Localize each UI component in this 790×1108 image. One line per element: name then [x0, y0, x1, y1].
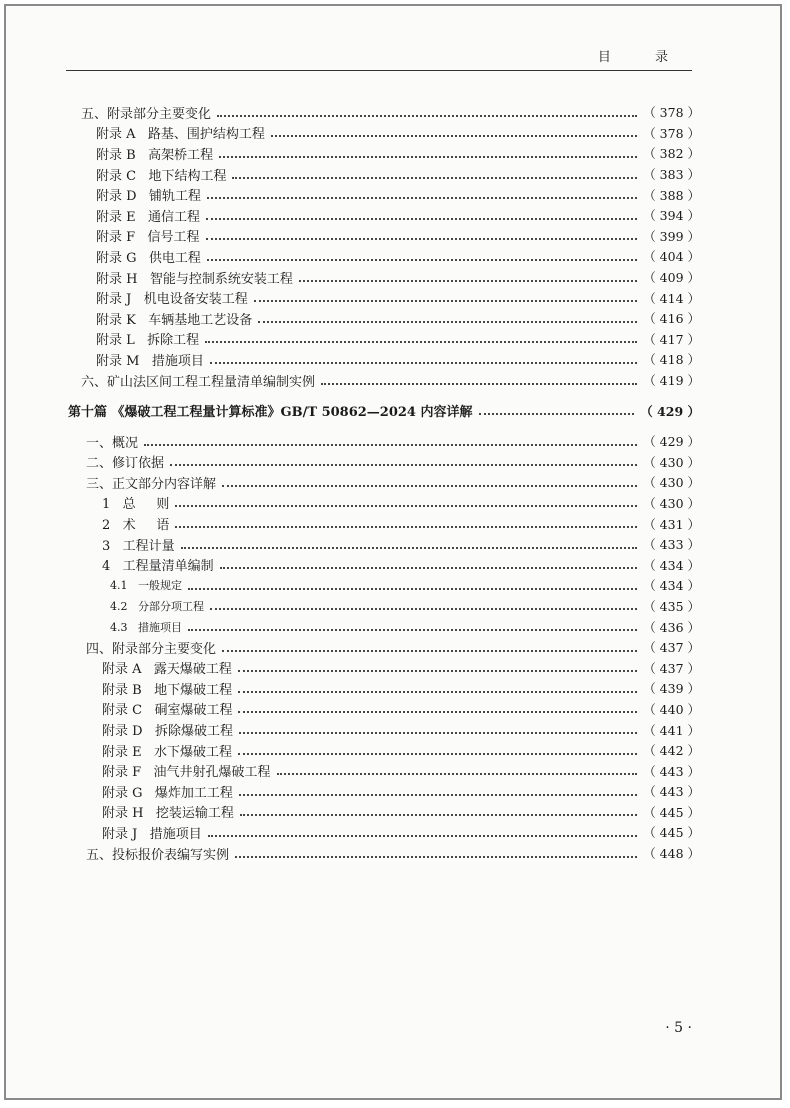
- dot-leader: [175, 525, 637, 528]
- dot-leader: [321, 382, 637, 385]
- document-page: [4, 4, 782, 1100]
- toc-entry: [6, 760, 784, 781]
- dot-leader: [299, 279, 637, 282]
- toc-label: 1 总 则: [102, 497, 170, 513]
- toc-label: 附录 L 拆除工程: [96, 333, 200, 349]
- toc-label: 附录 A 露天爆破工程: [102, 662, 232, 678]
- toc-entry: [6, 699, 784, 720]
- toc-page: （ 394 ）: [643, 208, 700, 224]
- toc-page: （ 430 ）: [643, 454, 700, 470]
- toc-entry: [6, 513, 784, 534]
- toc-label: 附录 F 油气井射孔爆破工程: [102, 765, 271, 781]
- toc-page: （ 429 ）: [643, 434, 700, 450]
- dot-leader: [188, 587, 637, 590]
- toc-label: 3 工程计量: [102, 538, 175, 554]
- toc-label: 六、矿山法区间工程工程量清单编制实例: [81, 374, 316, 390]
- part-label: 第十篇 《爆破工程工程量计算标准》GB/T 50862—2024 内容详解: [68, 405, 473, 421]
- toc-entry: [6, 143, 784, 164]
- part-heading: [6, 400, 784, 421]
- dot-leader: [240, 813, 637, 816]
- dot-leader: [217, 114, 637, 117]
- toc-page: （ 417 ）: [643, 331, 700, 347]
- toc-entry: [6, 267, 784, 288]
- toc-entry: [6, 596, 784, 617]
- toc-entry: [6, 637, 784, 658]
- toc-entry: [6, 843, 784, 864]
- toc-entry: [6, 349, 784, 370]
- dot-leader: [238, 752, 637, 755]
- dot-leader: [208, 834, 637, 837]
- toc-label: 附录 J 措施项目: [102, 826, 202, 842]
- toc-label: 附录 H 挖装运输工程: [102, 806, 234, 822]
- toc-page: （ 445 ）: [643, 825, 700, 841]
- toc-page: （ 437 ）: [643, 660, 700, 676]
- toc-entry: [6, 472, 784, 493]
- toc-label: 附录 M 措施项目: [96, 353, 204, 369]
- dot-leader: [277, 772, 638, 775]
- toc-label: 二、修订依据: [86, 456, 165, 472]
- toc-entry: [6, 431, 784, 452]
- toc-entry: [6, 575, 784, 596]
- toc-entry: [6, 452, 784, 473]
- dot-leader: [207, 258, 637, 261]
- toc-page: （ 409 ）: [643, 270, 700, 286]
- dot-leader: [222, 649, 637, 652]
- toc-entry: [6, 102, 784, 123]
- toc-page: （ 383 ）: [643, 167, 700, 183]
- toc-page: （ 430 ）: [643, 495, 700, 511]
- toc-entry: [6, 781, 784, 802]
- dot-leader: [181, 546, 638, 549]
- dot-leader: [238, 710, 637, 713]
- dot-leader: [219, 155, 637, 158]
- toc-label: 一、概况: [86, 435, 139, 451]
- toc-entry: [6, 678, 784, 699]
- toc-page: （ 440 ）: [643, 701, 700, 717]
- toc-page: （ 416 ）: [643, 311, 700, 327]
- toc-entry: [6, 329, 784, 350]
- dot-leader: [271, 134, 637, 137]
- toc-label: 附录 A 路基、围护结构工程: [96, 127, 265, 143]
- toc-label: 附录 B 地下爆破工程: [102, 682, 233, 698]
- toc-entry: [6, 740, 784, 761]
- toc-label: 附录 D 拆除爆破工程: [102, 724, 233, 740]
- toc-page: （ 445 ）: [643, 804, 700, 820]
- toc-entry: [6, 184, 784, 205]
- toc-label: 2 术 语: [102, 518, 170, 534]
- toc-page: （ 429 ）: [640, 403, 700, 419]
- toc-page: （ 382 ）: [643, 146, 700, 162]
- toc-page: （ 434 ）: [643, 557, 700, 573]
- toc-page: （ 433 ）: [643, 537, 700, 553]
- toc-label: 4 工程量清单编制: [102, 559, 214, 575]
- toc-label: 附录 D 铺轨工程: [96, 189, 201, 205]
- dot-leader: [258, 320, 637, 323]
- toc-entry: [6, 308, 784, 329]
- toc-entry: [6, 287, 784, 308]
- dot-leader: [175, 504, 637, 507]
- toc-label: 4.3 措施项目: [110, 620, 182, 634]
- header-title: 目 录: [597, 50, 688, 65]
- toc-label: 附录 F 信号工程: [96, 230, 200, 246]
- toc-label: 四、附录部分主要变化: [86, 641, 217, 657]
- toc-page: （ 378 ）: [643, 105, 700, 121]
- dot-leader: [205, 340, 637, 343]
- toc-page: （ 378 ）: [643, 125, 700, 141]
- toc-label: 附录 C 地下结构工程: [96, 168, 227, 184]
- toc-label: 附录 C 硐室爆破工程: [102, 703, 233, 719]
- toc-entry: [6, 554, 784, 575]
- dot-leader: [254, 299, 637, 302]
- toc-label: 五、投标报价表编写实例: [86, 847, 230, 863]
- toc-page: （ 441 ）: [643, 722, 700, 738]
- toc-page: （ 443 ）: [643, 784, 700, 800]
- table-of-contents: [6, 102, 784, 863]
- spacer: [6, 421, 784, 431]
- toc-entry: [6, 493, 784, 514]
- toc-label: 附录 E 水下爆破工程: [102, 744, 233, 760]
- toc-page: （ 388 ）: [643, 187, 700, 203]
- toc-entry: [6, 657, 784, 678]
- toc-page: （ 418 ）: [643, 352, 700, 368]
- dot-leader: [235, 855, 637, 858]
- toc-label: 附录 G 供电工程: [96, 250, 201, 266]
- toc-entry: [6, 802, 784, 823]
- toc-label: 4.2 分部分项工程: [110, 599, 204, 613]
- toc-entry: [6, 246, 784, 267]
- toc-label: 五、附录部分主要变化: [81, 106, 212, 122]
- toc-page: （ 435 ）: [643, 598, 700, 614]
- toc-page: （ 414 ）: [643, 290, 700, 306]
- dot-leader: [206, 237, 638, 240]
- dot-leader: [479, 412, 635, 415]
- toc-entry: [6, 164, 784, 185]
- toc-page: （ 442 ）: [643, 743, 700, 759]
- toc-page: （ 439 ）: [643, 681, 700, 697]
- toc-page: （ 436 ）: [643, 619, 700, 635]
- dot-leader: [170, 463, 637, 466]
- page-number: · 5 ·: [665, 1020, 692, 1036]
- dot-leader: [239, 731, 637, 734]
- toc-page: （ 434 ）: [643, 578, 700, 594]
- toc-entry: [6, 719, 784, 740]
- toc-entry: [6, 370, 784, 391]
- toc-page: （ 448 ）: [643, 846, 700, 862]
- toc-page: （ 437 ）: [643, 640, 700, 656]
- toc-entry: [6, 822, 784, 843]
- toc-page: （ 404 ）: [643, 249, 700, 265]
- toc-label: 附录 G 爆炸加工工程: [102, 785, 233, 801]
- dot-leader: [210, 607, 637, 610]
- toc-entry: [6, 205, 784, 226]
- dot-leader: [210, 361, 637, 364]
- spacer: [6, 390, 784, 400]
- dot-leader: [238, 669, 637, 672]
- toc-label: 附录 J 机电设备安装工程: [96, 292, 248, 308]
- toc-label: 附录 B 高架桥工程: [96, 147, 214, 163]
- toc-entry: [6, 534, 784, 555]
- dot-leader: [206, 217, 637, 220]
- dot-leader: [144, 443, 637, 446]
- toc-page: （ 443 ）: [643, 763, 700, 779]
- dot-leader: [207, 196, 637, 199]
- dot-leader: [222, 484, 637, 487]
- dot-leader: [188, 628, 637, 631]
- toc-page: （ 399 ）: [643, 228, 700, 244]
- toc-entry: [6, 616, 784, 637]
- toc-label: 附录 K 车辆基地工艺设备: [96, 312, 253, 328]
- dot-leader: [232, 176, 637, 179]
- toc-label: 4.1 一般规定: [110, 579, 182, 593]
- toc-page: （ 431 ）: [643, 516, 700, 532]
- toc-entry: [6, 123, 784, 144]
- dot-leader: [239, 793, 637, 796]
- toc-page: （ 430 ）: [643, 475, 700, 491]
- running-header: [66, 46, 692, 71]
- toc-label: 附录 H 智能与控制系统安装工程: [96, 271, 293, 287]
- toc-entry: [6, 226, 784, 247]
- toc-label: 附录 E 通信工程: [96, 209, 201, 225]
- toc-page: （ 419 ）: [643, 373, 700, 389]
- dot-leader: [238, 690, 637, 693]
- toc-label: 三、正文部分内容详解: [86, 476, 217, 492]
- dot-leader: [220, 566, 638, 569]
